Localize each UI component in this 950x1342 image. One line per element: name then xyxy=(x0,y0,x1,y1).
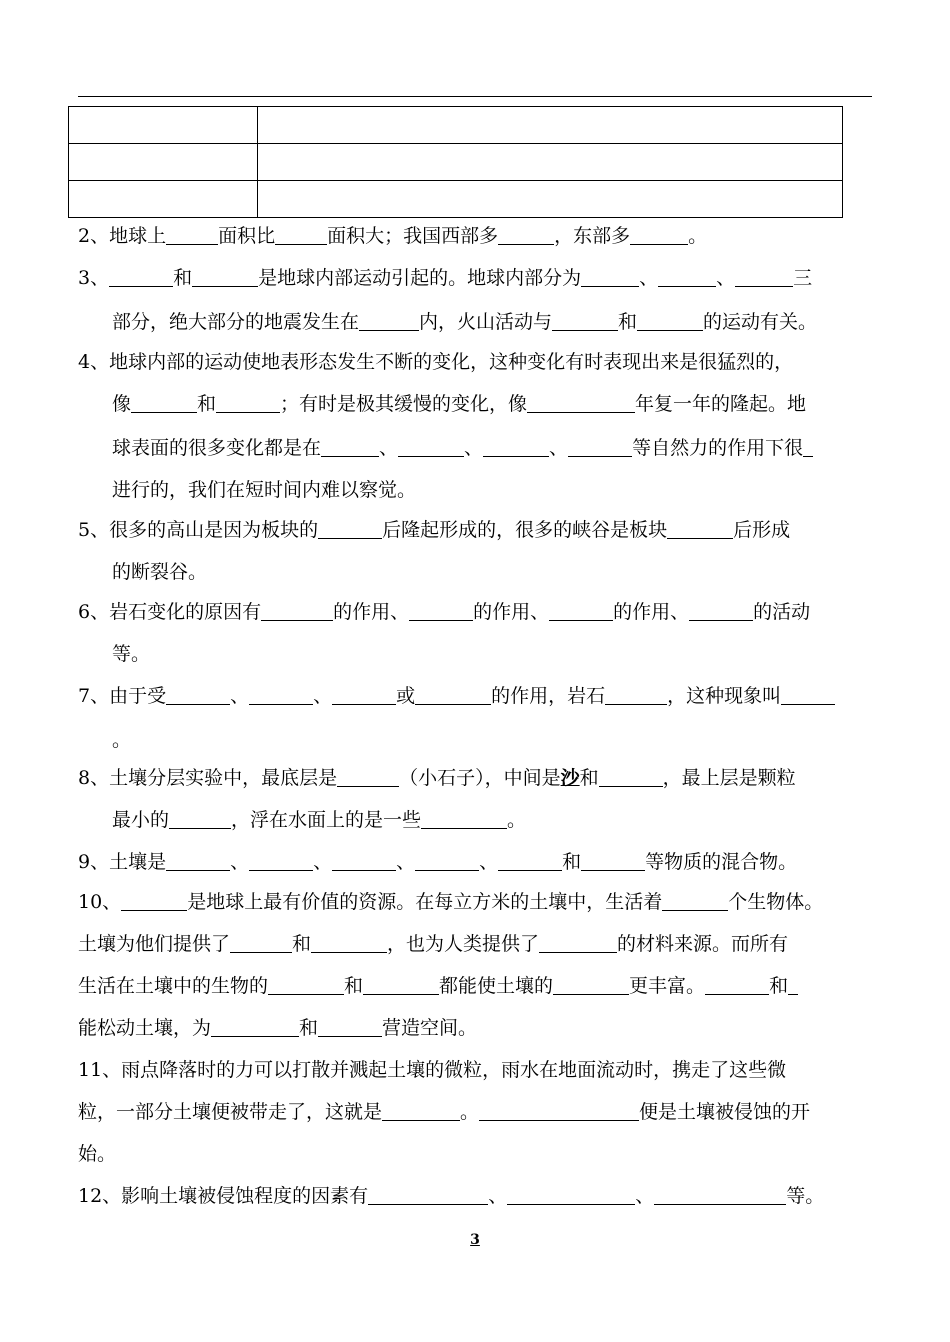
blank[interactable] xyxy=(568,437,632,457)
question-11-line-2: 粒，一部分土壤便被带走了，这就是 。 便是土壤被侵蚀的开 xyxy=(78,1101,811,1123)
question-2: 2、地球上 面积比 面积大；我国西部多 ，东部多 。 xyxy=(78,225,708,247)
blank[interactable] xyxy=(662,891,728,911)
question-8-line-2: 最小的 ，浮在水面上的是一些 。 xyxy=(112,809,527,831)
question-4: 4、地球内部的运动使地表形态发生不断的变化，这种变化有时表现出来是很猛烈的， xyxy=(78,351,794,373)
blank[interactable] xyxy=(230,933,292,953)
blank[interactable] xyxy=(409,601,473,621)
question-7-line-2: 。 xyxy=(112,729,132,751)
blank[interactable] xyxy=(382,1101,460,1121)
blank[interactable] xyxy=(398,437,464,457)
header-rule xyxy=(78,96,872,97)
blank[interactable] xyxy=(527,393,635,413)
blank[interactable] xyxy=(363,975,439,995)
blank[interactable] xyxy=(216,393,280,413)
table-row xyxy=(69,144,843,181)
blank[interactable] xyxy=(368,1185,488,1205)
blank[interactable] xyxy=(121,891,187,911)
page-number: 3 xyxy=(470,1232,480,1248)
table-cell[interactable] xyxy=(69,181,258,218)
blank[interactable] xyxy=(192,267,258,287)
table-cell[interactable] xyxy=(258,181,843,218)
blank[interactable] xyxy=(249,685,313,705)
blank[interactable] xyxy=(359,311,419,331)
blank[interactable] xyxy=(581,267,639,287)
blank[interactable] xyxy=(705,975,769,995)
table-row xyxy=(69,181,843,218)
blank[interactable] xyxy=(421,809,507,829)
blank[interactable] xyxy=(318,519,382,539)
blank[interactable] xyxy=(781,685,835,705)
blank[interactable] xyxy=(337,767,399,787)
blank[interactable] xyxy=(332,685,396,705)
blank[interactable] xyxy=(321,437,379,457)
blank[interactable] xyxy=(483,437,549,457)
question-10-line-3: 生活在土壤中的生物的 和 都能使土壤的 更丰富。 和 xyxy=(78,974,898,998)
blank[interactable] xyxy=(498,851,562,871)
table-cell[interactable] xyxy=(258,107,843,144)
blank[interactable] xyxy=(166,851,230,871)
blank[interactable] xyxy=(630,225,688,245)
table-cell[interactable] xyxy=(258,144,843,181)
blank[interactable] xyxy=(275,225,327,245)
blank[interactable] xyxy=(109,267,173,287)
blank[interactable] xyxy=(549,601,613,621)
question-12: 12、影响土壤被侵蚀程度的因素有 、 、 等。 xyxy=(78,1185,825,1207)
blank[interactable] xyxy=(599,767,663,787)
question-6: 6、岩石变化的原因有 的作用、 的作用、 的作用、 的活动 xyxy=(78,601,811,623)
blank[interactable] xyxy=(261,601,333,621)
blank[interactable] xyxy=(507,1185,635,1205)
blank[interactable] xyxy=(479,1101,639,1121)
blank[interactable] xyxy=(581,851,645,871)
question-9: 9、土壤是 、 、 、 、 和 等物质的混合物。 xyxy=(78,851,798,873)
question-3: 3、 和 是地球内部运动引起的。地球内部分为 、 、 三 xyxy=(78,267,813,289)
blank[interactable] xyxy=(268,975,344,995)
blank[interactable] xyxy=(788,975,798,995)
question-10: 10、 是地球上最有价值的资源。在每立方米的土壤中，生活着 个生物体。 xyxy=(78,891,824,913)
blank[interactable] xyxy=(318,1017,382,1037)
blank[interactable] xyxy=(553,975,629,995)
blank[interactable] xyxy=(211,1017,299,1037)
blank[interactable] xyxy=(131,393,197,413)
blank[interactable] xyxy=(169,809,231,829)
blank[interactable] xyxy=(637,311,703,331)
question-11-line-3: 始。 xyxy=(78,1143,117,1165)
blank[interactable] xyxy=(689,601,753,621)
question-10-line-4: 能松动土壤，为 和 营造空间。 xyxy=(78,1017,478,1039)
question-4-line-2: 像 和 ；有时是极其缓慢的变化，像 年复一年的隆起。地 xyxy=(112,393,807,415)
question-4-line-3: 球表面的很多变化都是在 、 、 、 等自然力的作用下很 xyxy=(112,436,932,460)
answer-table xyxy=(68,106,843,218)
blank[interactable] xyxy=(552,311,618,331)
blank[interactable] xyxy=(539,933,617,953)
table-row xyxy=(69,107,843,144)
blank[interactable] xyxy=(498,225,554,245)
blank[interactable] xyxy=(654,1185,786,1205)
question-7: 7、由于受 、 、 或 的作用，岩石 ，这种现象叫 xyxy=(78,684,898,708)
table-cell[interactable] xyxy=(69,107,258,144)
blank[interactable] xyxy=(803,437,813,457)
blank[interactable] xyxy=(311,933,387,953)
question-5: 5、很多的高山是因为板块的 后隆起形成的，很多的峡谷是板块 后形成 xyxy=(78,519,791,541)
question-3-line-2: 部分，绝大部分的地震发生在 内，火山活动与 和 的运动有关。 xyxy=(112,311,818,333)
blank[interactable] xyxy=(415,685,491,705)
question-5-line-2: 的断裂谷。 xyxy=(112,561,208,583)
blank[interactable] xyxy=(667,519,733,539)
blank[interactable] xyxy=(249,851,313,871)
blank[interactable] xyxy=(415,851,479,871)
question-8: 8、土壤分层实验中，最底层是 （小石子），中间是沙和 ，最上层是颗粒 xyxy=(78,767,796,789)
blank[interactable] xyxy=(166,225,218,245)
question-11: 11、雨点降落时的力可以打散并溅起土壤的微粒，雨水在地面流动时，携走了这些微 xyxy=(78,1059,787,1081)
question-4-line-4: 进行的，我们在短时间内难以察觉。 xyxy=(112,479,417,501)
question-6-line-2: 等。 xyxy=(112,643,151,665)
blank[interactable] xyxy=(735,267,793,287)
blank[interactable] xyxy=(166,685,230,705)
table-cell[interactable] xyxy=(69,144,258,181)
blank[interactable] xyxy=(332,851,396,871)
blank[interactable] xyxy=(658,267,716,287)
question-10-line-2: 土壤为他们提供了 和 ，也为人类提供了 的材料来源。而所有 xyxy=(78,933,789,955)
blank[interactable] xyxy=(605,685,667,705)
